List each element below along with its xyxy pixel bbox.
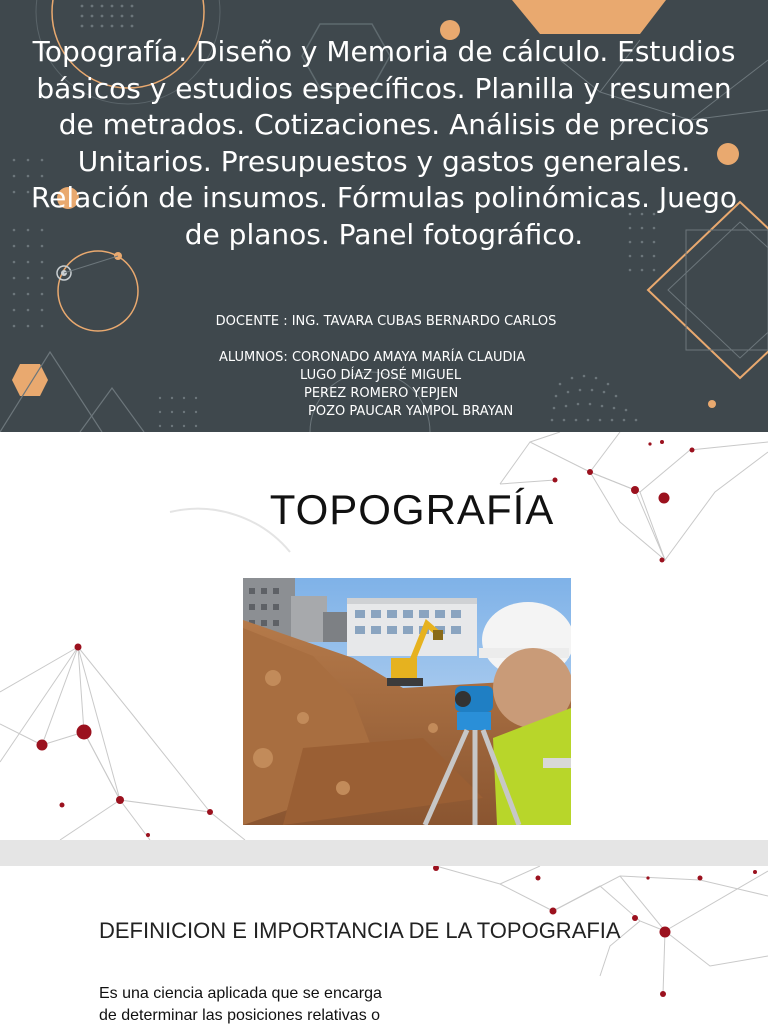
- triangle-outline: [0, 352, 102, 432]
- orange-hexagon-top: [512, 0, 666, 34]
- definition-slide: [0, 866, 768, 1024]
- dotted-circle: [551, 375, 638, 422]
- student-line: ALUMNOS: CORONADO AMAYA MARÍA CLAUDIA: [219, 350, 526, 365]
- body-line: de determinar las posiciones relativas o: [99, 1007, 381, 1024]
- presentation-title: Topografía. Diseño y Memoria de cálculo. Estudios básicos y estudios específicos. Planilla y resumen de metrados. Cotizaciones. Análisis de precios Unitarios. Presupuestos y gastos generales. Relación de insumos. Fórmulas polinómicas. Juego de planos. Panel fotográfico.: [30, 35, 738, 251]
- slide-body-text: [99, 983, 419, 1024]
- section-title: TOPOGRAFÍA: [269, 486, 555, 533]
- student-line: LUGO DÍAZ JOSÉ MIGUEL: [300, 368, 462, 383]
- construction-site-photo: [243, 578, 571, 825]
- orange-hexagon-small: [12, 364, 48, 396]
- student-line: PEREZ ROMERO YEPJEN: [304, 386, 459, 401]
- title-slide: [0, 0, 768, 432]
- dot-grid-top-left: [81, 5, 134, 28]
- teacher-name: DOCENTE : ING. TAVARA CUBAS BERNARDO CARLOS: [215, 314, 557, 329]
- slide-separator: [0, 840, 768, 866]
- student-line: POZO PAUCAR YAMPOL BRAYAN: [308, 404, 514, 419]
- body-line: Es una ciencia aplicada que se encarga: [99, 985, 382, 1002]
- slide-heading: DEFINICION E IMPORTANCIA DE LA TOPOGRAFIA: [99, 918, 621, 943]
- topography-slide: [0, 432, 768, 840]
- orange-dot: [708, 400, 716, 408]
